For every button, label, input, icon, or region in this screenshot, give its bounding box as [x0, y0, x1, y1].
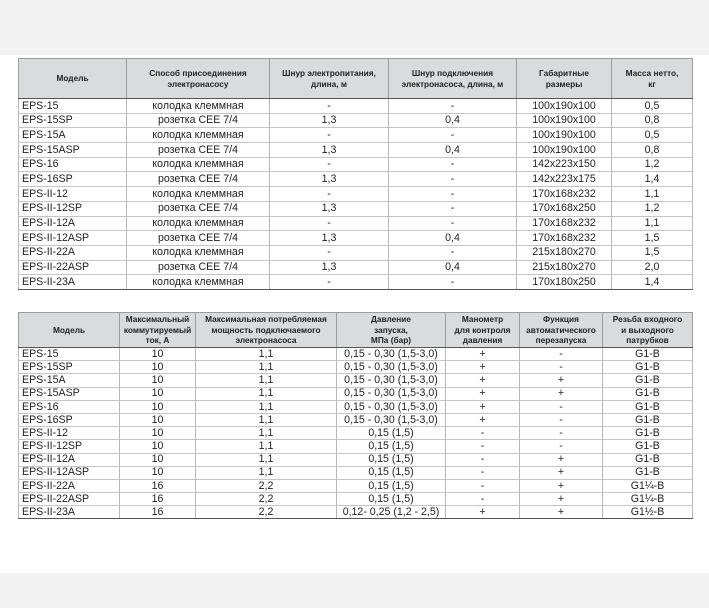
model-cell: EPS-II-12ASP: [19, 231, 127, 246]
table-cell: -: [270, 128, 389, 143]
table-cell: 10: [120, 400, 196, 413]
table-cell: 0,15 (1,5): [337, 479, 446, 492]
table-cell: -: [446, 427, 520, 440]
model-cell: EPS-15SP: [19, 361, 120, 374]
col-header-text: Резьба входного и выходного патрубков: [612, 314, 683, 346]
col-header: [517, 59, 612, 99]
table-row: [19, 479, 693, 492]
table-cell: 0,15 - 0,30 (1,5-3,0): [337, 387, 446, 400]
table-cell: розетка CEE 7/4: [127, 113, 270, 128]
table-body: [19, 99, 693, 290]
model-cell: EPS-15SP: [19, 113, 127, 128]
model-cell: EPS-16: [19, 400, 120, 413]
table-cell: +: [446, 348, 520, 361]
table-cell: 10: [120, 453, 196, 466]
table-cell: 0,15 - 0,30 (1,5-3,0): [337, 400, 446, 413]
col-header: Модель: [19, 313, 120, 348]
table-cell: +: [446, 374, 520, 387]
table-cell: 1,1: [196, 374, 337, 387]
table-cell: 0,4: [389, 231, 517, 246]
table-cell: G1¼-B: [603, 493, 693, 506]
table-row: [19, 216, 693, 231]
table-cell: -: [270, 99, 389, 114]
table-row: [19, 157, 693, 172]
table-cell: колодка клеммная: [127, 157, 270, 172]
table-cell: 1,1: [196, 440, 337, 453]
table-row: [19, 387, 693, 400]
table-cell: 1,1: [196, 466, 337, 479]
col-header: [120, 313, 196, 348]
table-cell: G1-B: [603, 361, 693, 374]
table-cell: -: [520, 413, 603, 426]
table-cell: 170x168x232: [517, 187, 612, 202]
model-cell: EPS-16SP: [19, 413, 120, 426]
table-cell: 10: [120, 427, 196, 440]
table-row: [19, 260, 693, 275]
table-cell: 10: [120, 348, 196, 361]
table-cell: +: [520, 374, 603, 387]
table-cell: +: [520, 479, 603, 492]
table-cell: 0,15 - 0,30 (1,5-3,0): [337, 413, 446, 426]
model-cell: EPS-II-22A: [19, 479, 120, 492]
table-cell: G1-B: [603, 400, 693, 413]
table-cell: 1,1: [196, 400, 337, 413]
table-cell: -: [389, 187, 517, 202]
table-cell: G1-B: [603, 374, 693, 387]
table-cell: 1,3: [270, 113, 389, 128]
col-header: [520, 313, 603, 348]
table-cell: 0,15 - 0,30 (1,5-3,0): [337, 361, 446, 374]
table-cell: 100x190x100: [517, 113, 612, 128]
table-cell: +: [520, 387, 603, 400]
table-cell: +: [446, 400, 520, 413]
table-body: [19, 348, 693, 519]
table-cell: колодка клеммная: [127, 187, 270, 202]
table-cell: -: [389, 99, 517, 114]
table-cell: -: [520, 400, 603, 413]
table-cell: -: [389, 172, 517, 187]
table-cell: 10: [120, 440, 196, 453]
table-cell: G1-B: [603, 466, 693, 479]
table-cell: +: [520, 466, 603, 479]
model-cell: EPS-II-22ASP: [19, 493, 120, 506]
table-cell: G1-B: [603, 413, 693, 426]
table-cell: 10: [120, 374, 196, 387]
col-header-text: Способ присоединения электронасосу: [149, 68, 247, 89]
table-cell: 2,2: [196, 506, 337, 519]
table-cell: 1,1: [612, 216, 693, 231]
table-cell: -: [446, 493, 520, 506]
table-header-row: [19, 313, 693, 348]
table-cell: 0,5: [612, 128, 693, 143]
table-cell: 1,2: [612, 201, 693, 216]
table-cell: 0,4: [389, 260, 517, 275]
table-cell: 0,12- 0,25 (1,2 - 2,5): [337, 506, 446, 519]
col-header-text: Габаритные размеры: [539, 68, 589, 89]
table-cell: 1,1: [612, 187, 693, 202]
table-cell: +: [446, 387, 520, 400]
table-row: [19, 440, 693, 453]
table-cell: G1½-B: [603, 506, 693, 519]
table-cell: 1,1: [196, 413, 337, 426]
col-header-text: Функция автоматического перезапуска: [526, 314, 596, 346]
table-cell: G1-B: [603, 427, 693, 440]
table-cell: 1,1: [196, 427, 337, 440]
top-margin-bar: [0, 0, 709, 55]
table-cell: колодка клеммная: [127, 128, 270, 143]
table-cell: 1,3: [270, 231, 389, 246]
table-cell: 0,15 - 0,30 (1,5-3,0): [337, 374, 446, 387]
table-cell: 0,15 (1,5): [337, 453, 446, 466]
table-cell: +: [520, 493, 603, 506]
table-header-row: [19, 59, 693, 99]
table-cell: -: [389, 157, 517, 172]
col-header: [196, 313, 337, 348]
table-cell: 1,3: [270, 172, 389, 187]
col-header: [612, 59, 693, 99]
table-cell: -: [270, 275, 389, 290]
table-cell: 10: [120, 361, 196, 374]
table-cell: 100x190x100: [517, 99, 612, 114]
table-cell: колодка клеммная: [127, 99, 270, 114]
table-cell: +: [520, 506, 603, 519]
table-cell: 0,4: [389, 113, 517, 128]
table-cell: 1,2: [612, 157, 693, 172]
table-cell: +: [520, 453, 603, 466]
table-row: [19, 187, 693, 202]
model-cell: EPS-II-22A: [19, 245, 127, 260]
col-header-text: Масса нетто, кг: [625, 68, 679, 89]
table-cell: розетка CEE 7/4: [127, 260, 270, 275]
table-cell: 0,8: [612, 113, 693, 128]
bottom-margin-bar: [0, 573, 709, 608]
table-row: [19, 113, 693, 128]
model-cell: EPS-II-12A: [19, 453, 120, 466]
table-cell: 1,4: [612, 275, 693, 290]
table-cell: 1,5: [612, 231, 693, 246]
table-cell: -: [270, 245, 389, 260]
table-cell: 170x180x250: [517, 275, 612, 290]
col-header-text: Шнур подключения электронасоса, длина, м: [401, 68, 504, 89]
table-cell: 0,15 (1,5): [337, 493, 446, 506]
model-cell: EPS-II-12SP: [19, 440, 120, 453]
table-cell: 2,0: [612, 260, 693, 275]
table-row: [19, 453, 693, 466]
col-header: [389, 59, 517, 99]
table-row: [19, 245, 693, 260]
table-cell: -: [389, 275, 517, 290]
table-row: [19, 493, 693, 506]
table-cell: G1-B: [603, 453, 693, 466]
model-cell: EPS-15A: [19, 128, 127, 143]
table-cell: розетка CEE 7/4: [127, 143, 270, 158]
table-cell: 0,5: [612, 99, 693, 114]
table-row: [19, 172, 693, 187]
table-cell: 0,15 - 0,30 (1,5-3,0): [337, 348, 446, 361]
table-row: [19, 275, 693, 290]
table-cell: колодка клеммная: [127, 275, 270, 290]
table-cell: 2,2: [196, 479, 337, 492]
table-cell: 215x180x270: [517, 245, 612, 260]
table-row: [19, 361, 693, 374]
table-cell: 0,15 (1,5): [337, 466, 446, 479]
table-cell: G1-B: [603, 387, 693, 400]
table-cell: 16: [120, 506, 196, 519]
col-header: [446, 313, 520, 348]
col-header: [127, 59, 270, 99]
table-cell: колодка клеммная: [127, 245, 270, 260]
table-cell: 1,4: [612, 172, 693, 187]
table-cell: 10: [120, 466, 196, 479]
table-cell: -: [520, 361, 603, 374]
table-cell: G1-B: [603, 440, 693, 453]
model-cell: EPS-II-23A: [19, 275, 127, 290]
table-cell: -: [446, 440, 520, 453]
table-cell: -: [520, 427, 603, 440]
table-cell: 0,4: [389, 143, 517, 158]
table-cell: G1¼-B: [603, 479, 693, 492]
table-cell: 100x190x100: [517, 143, 612, 158]
table-cell: 16: [120, 479, 196, 492]
table-cell: +: [446, 413, 520, 426]
table-cell: 142x223x150: [517, 157, 612, 172]
model-cell: EPS-II-22ASP: [19, 260, 127, 275]
table-cell: розетка CEE 7/4: [127, 172, 270, 187]
col-header: Модель: [19, 59, 127, 99]
col-header-text: Давление запуска, МПа (бар): [370, 314, 412, 346]
table-row: [19, 506, 693, 519]
table-cell: 1,1: [196, 453, 337, 466]
table-cell: 170x168x232: [517, 216, 612, 231]
table-cell: -: [446, 479, 520, 492]
table-row: [19, 99, 693, 114]
table-row: [19, 413, 693, 426]
col-header-text: Шнур электропитания, длина, м: [282, 68, 376, 89]
model-cell: EPS-15: [19, 99, 127, 114]
model-cell: EPS-15ASP: [19, 143, 127, 158]
model-cell: EPS-16SP: [19, 172, 127, 187]
table-cell: 100x190x100: [517, 128, 612, 143]
model-cell: EPS-15A: [19, 374, 120, 387]
table-cell: -: [446, 466, 520, 479]
table-cell: G1-B: [603, 348, 693, 361]
model-cell: EPS-II-12: [19, 187, 127, 202]
table-cell: 142x223x175: [517, 172, 612, 187]
table-row: [19, 128, 693, 143]
col-header-text: Манометр для контроля давления: [454, 314, 511, 346]
table-cell: 1,3: [270, 201, 389, 216]
table-row: [19, 466, 693, 479]
table-cell: 10: [120, 413, 196, 426]
table-cell: колодка клеммная: [127, 216, 270, 231]
table-cell: -: [270, 187, 389, 202]
table-cell: -: [389, 245, 517, 260]
table-row: [19, 400, 693, 413]
model-cell: EPS-II-12SP: [19, 201, 127, 216]
model-cell: EPS-II-12ASP: [19, 466, 120, 479]
table-row: [19, 143, 693, 158]
table-cell: -: [520, 440, 603, 453]
model-cell: EPS-15: [19, 348, 120, 361]
table-cell: -: [446, 453, 520, 466]
table-cell: -: [389, 216, 517, 231]
table-cell: -: [389, 128, 517, 143]
model-cell: EPS-16: [19, 157, 127, 172]
table-cell: розетка CEE 7/4: [127, 231, 270, 246]
table-row: [19, 427, 693, 440]
table-row: [19, 348, 693, 361]
table-cell: 1,1: [196, 348, 337, 361]
model-cell: EPS-II-12A: [19, 216, 127, 231]
table-cell: 0,15 (1,5): [337, 427, 446, 440]
model-cell: EPS-II-12: [19, 427, 120, 440]
model-cell: EPS-15ASP: [19, 387, 120, 400]
table-cell: +: [446, 361, 520, 374]
connection-specs-table: [18, 58, 693, 290]
table-row: [19, 231, 693, 246]
table-cell: 16: [120, 493, 196, 506]
table-cell: +: [446, 506, 520, 519]
table-cell: 215x180x270: [517, 260, 612, 275]
table-cell: -: [270, 157, 389, 172]
col-header: [270, 59, 389, 99]
table-cell: 2,2: [196, 493, 337, 506]
table-cell: -: [520, 348, 603, 361]
table-row: [19, 201, 693, 216]
table-cell: 10: [120, 387, 196, 400]
table-cell: 1,3: [270, 260, 389, 275]
col-header-text: Максимальный коммутируемый ток, А: [123, 314, 192, 346]
table-row: [19, 374, 693, 387]
model-cell: EPS-II-23A: [19, 506, 120, 519]
table-cell: 1,3: [270, 143, 389, 158]
table-cell: 170x168x232: [517, 231, 612, 246]
table-cell: 1,5: [612, 245, 693, 260]
table-cell: 0,15 (1,5): [337, 440, 446, 453]
table-cell: -: [270, 216, 389, 231]
table-cell: розетка CEE 7/4: [127, 201, 270, 216]
col-header: [337, 313, 446, 348]
table-cell: 1,1: [196, 361, 337, 374]
col-header-text: Максимальная потребляемая мощность подключаемого электронасоса: [205, 314, 327, 346]
table-cell: 1,1: [196, 387, 337, 400]
table-cell: 170x168x250: [517, 201, 612, 216]
table-cell: 0,8: [612, 143, 693, 158]
electrical-specs-table: [18, 312, 693, 519]
table-cell: -: [389, 201, 517, 216]
col-header: [603, 313, 693, 348]
